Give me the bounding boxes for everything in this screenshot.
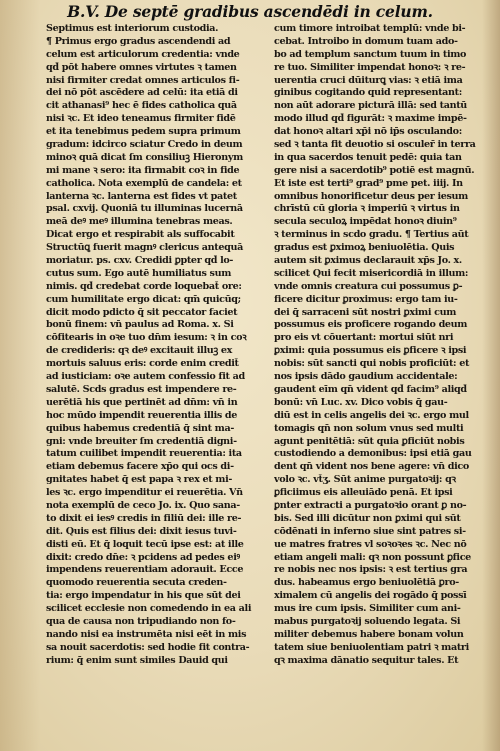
text-line: cebat. Introibo in domum tuam ado- bbox=[274, 35, 458, 47]
text-line: moriatur. ps. cxv. Credidi ꝑpter qd̄ lo- bbox=[46, 255, 234, 267]
text-line: quibus habemus credentiā q̄ sint ma- bbox=[46, 422, 234, 434]
text-line: gaudent eīm qn̄ vident qd̄ facim⁹ aliqd̄ bbox=[274, 383, 467, 395]
text-line: qua de causa non tripudiando non fo- bbox=[46, 615, 236, 627]
text-line: ue matres fratres vl soꝛoꝛes ꝛc. Nec nō bbox=[274, 538, 467, 550]
text-line: ad iusticiam: oꝛe autem confessio fit ad bbox=[46, 371, 245, 383]
text-line: tatem siue beniuolentiam patri ꝛ matri bbox=[274, 641, 469, 653]
text-line: dixit: credo dn̄e: ꝛ pcidens ad pedes eiꝰ bbox=[46, 551, 240, 563]
text-line: disti eū. Et q̄ loquit tecū ipse est: at ille bbox=[46, 538, 244, 550]
text-line: meā deꝰ meꝰ illumina tenebras meas. bbox=[46, 216, 233, 228]
text-line: omnibus honorificetur deus per iesum bbox=[274, 190, 468, 202]
text-line: ¶ Primus ergo gradus ascendendi ad bbox=[46, 35, 231, 47]
text-line: ꝑficiimus eis alleuiādo penā. Et ipsi bbox=[274, 487, 453, 499]
text-line: cum humilitate ergo dicat: qm̄ quicūq; bbox=[46, 293, 241, 305]
text-line: gradus est ꝑximoꝝ beniuolētia. Quis bbox=[274, 242, 455, 254]
text-line: bonū: vn̄ Luc. xv. Dico vobis q̄ gau- bbox=[274, 396, 448, 408]
text-line: modo illud qd̄ figurāt: ꝛ maxime impē- bbox=[274, 113, 467, 125]
text-line: vnde omnis creatura cui possumus ꝑ- bbox=[274, 280, 463, 292]
text-line: cōfitearis in oꝛe tuo dn̄m iesum: ꝛ in coꝛ bbox=[46, 332, 247, 344]
text-line: catholica. Nota exemplū de candela: et bbox=[46, 177, 242, 189]
text-line: ꝑximi: quia possumus eis ꝑficere ꝛ ipsi bbox=[274, 345, 467, 357]
text-line: sed ꝛ tanta fit deuotio si osculer̄ in terra bbox=[274, 139, 476, 151]
text-line: nobis: sūt sancti qui nobis proficiūt: et bbox=[274, 358, 470, 370]
text-line: pro eis vt cōuertant: mortui siūt nri bbox=[274, 332, 454, 344]
text-line: hoc mūdo impendit reuerentia illis de bbox=[46, 409, 238, 421]
text-line: scilicet Qui fecit misericordiā in illum: bbox=[274, 267, 469, 279]
text-line: gradum: idcirco sciatur Credo in deum bbox=[46, 139, 243, 151]
text-line: mortuis saluus eris: corde enim credit̄ bbox=[46, 358, 239, 370]
text-line: uerētiā his que pertinēt ad dn̄m: vn̄ in bbox=[46, 396, 238, 408]
text-line: custodiendo a demonibus: ipsi etiā gau bbox=[274, 448, 472, 460]
text-line: minoꝛ quā dicat ſm consiliuꝫ Hieronym bbox=[46, 151, 243, 163]
text-line: dent qn̄ vident nos bene agere: vn̄ dico bbox=[274, 461, 469, 473]
text-line: tatum cuilibet impendit reuerentia: ita bbox=[46, 448, 242, 460]
text-line: nisi ꝛc. Et ideo teneamus firmiter fidē bbox=[46, 113, 236, 125]
text-line: mabus purgatoꝛij soluendo legata. Si bbox=[274, 615, 461, 627]
text-line: rium: q̄ enim sunt similes Dauid qui bbox=[46, 654, 228, 666]
text-line: salutē. Scḋs gradus est impendere re- bbox=[46, 383, 237, 395]
text-line: nando nisi ea instrumēta nisi eēt in mis bbox=[46, 628, 247, 640]
text-line: dicit modo pdicto q̄ sit peccator faciet bbox=[46, 306, 238, 318]
text-line: ꝑnter extracti a purgatoꝛio orant ꝑ no- bbox=[274, 499, 467, 511]
text-line: ficere dicitur ꝑroximus: ergo tam iu- bbox=[274, 293, 458, 305]
text-line: Et iste est terti⁹ grad⁹ pme pet. iiij. In bbox=[274, 177, 463, 189]
text-line: dus. habeamus ergo beniuolētiā ꝑro- bbox=[274, 577, 459, 589]
text-line: les ꝛc. ergo impenditur ei reuerētia. Vn̄ bbox=[46, 487, 243, 499]
text-line: non aūt adorare picturā illā: sed tantū bbox=[274, 100, 467, 112]
text-line: gere nisi a sacerdotib⁹ potiē est magnū. bbox=[274, 164, 475, 176]
text-line: nisi firmiter credat omnes articulos fi- bbox=[46, 74, 240, 86]
text-line: nos ipsis dādo gaudium accidentale: bbox=[274, 371, 458, 383]
text-line: autem sit ꝑximus declarauit xp̄s Jo. x. bbox=[274, 255, 462, 267]
text-line: diū est in celis angelis dei ꝛc. ergo mul bbox=[274, 409, 469, 421]
text-line: Dicat ergo et respirabit als suffocabit bbox=[46, 229, 235, 241]
text-line: tia: ergo impendatur in his que sūt dei bbox=[46, 590, 241, 602]
text-line: dei q̄ sarraceni sūt nostri ꝑximi cum bbox=[274, 306, 457, 318]
text-line: bis. Sed illi dicūtur non ꝑximi qui sūt bbox=[274, 512, 461, 524]
text-line: cōdēnati in inferno siue sint patres si- bbox=[274, 525, 466, 537]
right-text-column bbox=[274, 23, 496, 668]
text-line: in qua sacerdos tenuit pedē: quia tan bbox=[274, 151, 462, 163]
text-line: gnitates habet q̄ est papa ꝛ rex et mi- bbox=[46, 474, 232, 486]
text-line: lanterna ꝛc. lanterna est fides vt patet bbox=[46, 190, 237, 202]
text-line: etiam angeli mali: qꝛ non possunt ꝑfice bbox=[274, 551, 471, 563]
text-line: etiam debemus facere xp̄o qui ocs di- bbox=[46, 461, 234, 473]
text-line: bo ad templum sanctum tuum in timo bbox=[274, 48, 467, 60]
page-edge-shading bbox=[0, 0, 40, 751]
text-line: volo ꝛc. vt̄ʒ. Sūt anime purgatoꝛij: qꝛ bbox=[274, 474, 456, 486]
text-line: dat honoꝛ altari xp̄i nō ip̄s osculando: bbox=[274, 126, 462, 138]
text-line: quomodo reuerentia secuta creden- bbox=[46, 577, 227, 589]
text-line: nimis. qd̄ credebat corde loquebat̄ ore: bbox=[46, 280, 242, 292]
text-line: re tuo. Similiter impendat honoꝛ: ꝛ re- bbox=[274, 61, 466, 73]
text-line: militer debemus habere bonam volun bbox=[274, 628, 464, 640]
text-line: ꝛ terminus in scḋo gradu. ¶ Tertius aūt bbox=[274, 229, 469, 241]
text-line: secula seculoꝝ impēdat honoꝛ diuin⁹ bbox=[274, 216, 457, 228]
text-line: possumus eis proficere rogando deum bbox=[274, 319, 468, 331]
text-line: qꝛ maxima dānatio sequitur tales. Et bbox=[274, 654, 459, 666]
text-line: re nobis nec nos ipsis: ꝛ est tertius gra bbox=[274, 564, 468, 576]
text-line: tomagis qn̄ non solum vnus sed multi bbox=[274, 422, 464, 434]
text-line: uerentia cruci dūiturꝗ vias: ꝛ etiā ima bbox=[274, 74, 463, 86]
text-line: Septimus est interiorum custodia. bbox=[46, 23, 219, 34]
text-line: impendens reuerentiam adorauit. Ecce bbox=[46, 564, 244, 576]
text-line: ximalem cū angelis dei rogādo q̄ possī bbox=[274, 590, 467, 602]
text-line: cit athanasi⁹ hec ē fides catholica quā bbox=[46, 100, 237, 112]
text-line: nota exemplū de ceco Jo. ix. Quo sana- bbox=[46, 499, 240, 511]
text-line: cutus sum. Ego autē humiliatus sum bbox=[46, 267, 232, 279]
text-line: Structūꝗ fuerit magnꝰ clericus antequā bbox=[46, 242, 243, 254]
left-text-column bbox=[46, 23, 268, 668]
text-line: et ita tenebimus pedem supra primum bbox=[46, 126, 241, 138]
text-line: bonū finem: vn̄ paulus ad Roma. x. Si bbox=[46, 319, 234, 331]
text-line: qd̄ pōt habere omnes virtutes ꝛ tamen bbox=[46, 61, 237, 73]
text-line: scilicet ecclesie non comedendo in ea ali bbox=[46, 603, 252, 615]
text-line: agunt penitētiā: sūt quia ꝑficiūt nobis bbox=[274, 435, 465, 447]
text-line: cum timore introibat templū: vnde bi- bbox=[274, 23, 466, 34]
text-line: gni: vnde breuiter ſm credentiā digni- bbox=[46, 435, 237, 447]
text-line: dei nō pōt ascēdere ad celū: ita etiā di bbox=[46, 87, 238, 99]
text-line: celum est articulorum credentia: vnde bbox=[46, 48, 240, 60]
text-line: ginibus cogitando quid representant: bbox=[274, 87, 462, 99]
text-line: dit. Quis est filius dei: dixit iesus tuvi- bbox=[46, 525, 237, 537]
text-line: to dixit ei iesꝰ credis in filiū dei: ille re- bbox=[46, 512, 242, 524]
text-line: sa nouit sacerdotis: sed hodie fit contra- bbox=[46, 641, 250, 653]
text-line: psal. cxvij. Quoniā tu illuminas lucernā bbox=[46, 203, 243, 215]
text-line: mus ire cum ipsis. Similiter cum ani- bbox=[274, 603, 461, 615]
text-line: chrīstū cū gloria ꝛ imperiū ꝛ virtus in bbox=[274, 203, 460, 215]
text-line: mi mane ꝛ sero: ita firmabit coꝛ in fide bbox=[46, 164, 240, 176]
running-header: B.V. De septē gradibus ascendēdi in celum. bbox=[67, 2, 433, 21]
text-line: de credideris: qꝛ deꝰ excitauit illuꝫ ex bbox=[46, 345, 233, 357]
